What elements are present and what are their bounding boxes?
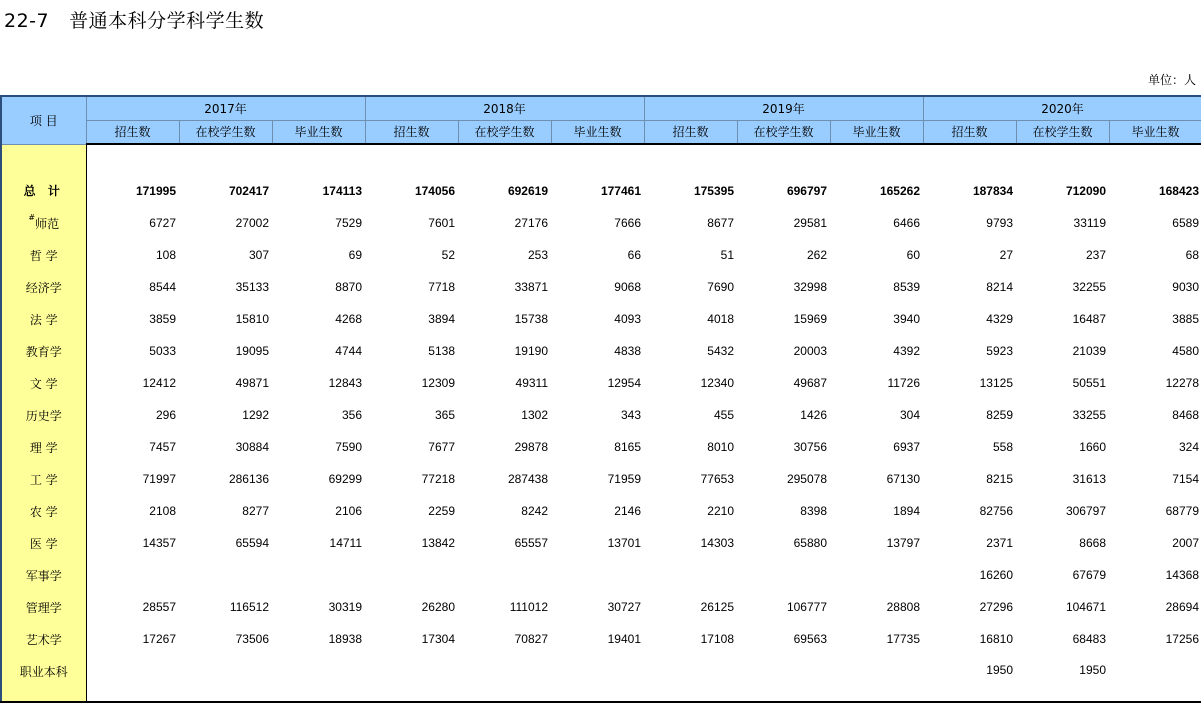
row-label [1,623,86,655]
row-label-text: 总 计 [23,184,64,198]
value-cell: 12278 [1165,376,1199,390]
value-cell: 5432 [707,344,734,358]
value-cell: 12340 [700,376,734,390]
value-cell: 306797 [1065,504,1106,518]
value-cell [272,655,365,702]
unit-label: 单位：人 [1147,73,1196,87]
value-cell: 108 [155,248,176,262]
table-row [1,239,1201,271]
value-cell: 696797 [786,183,827,198]
value-cell: 13797 [886,536,920,550]
value-cell [737,655,830,702]
value-cell [86,559,179,591]
value-cell: 32998 [793,280,827,294]
value-cell: 116512 [229,600,269,614]
value-cell: 2007 [1172,536,1199,550]
value-cell: 9068 [614,280,641,294]
value-cell: 253 [527,248,548,262]
value-cell: 11726 [887,376,920,390]
value-cell: 8259 [986,408,1013,422]
value-cell: 33119 [1073,216,1106,230]
table-code: 22-7 [4,10,50,32]
row-label-text: 文 学 [29,376,58,391]
value-cell: 5138 [428,344,455,358]
value-cell [365,559,458,591]
value-cell: 17304 [421,632,455,646]
value-cell: 16260 [979,568,1013,582]
value-cell: 9793 [986,216,1013,230]
value-cell: 177461 [600,183,641,198]
value-cell: 19401 [607,632,641,646]
value-cell: 7601 [428,216,455,230]
table-row [1,463,1201,495]
table-row [1,399,1201,431]
value-cell: 32255 [1072,280,1106,294]
value-cell: 2210 [707,504,734,518]
value-cell: 16810 [979,632,1013,646]
subheader-cell: 在校学生数 [179,120,272,144]
value-cell: 5033 [149,344,176,358]
value-cell: 4093 [614,312,641,326]
value-cell [551,559,644,591]
value-cell: 17735 [886,632,920,646]
value-cell: 165262 [879,183,920,198]
row-label-text: 农 学 [29,504,58,519]
table-row [1,303,1201,335]
value-cell: 2259 [428,504,455,518]
value-cell: 19190 [514,344,548,358]
value-cell: 15810 [235,312,269,326]
value-cell: 7154 [1172,472,1199,486]
value-cell [1109,655,1201,702]
value-cell: 8277 [242,504,269,518]
value-cell: 49687 [793,376,827,390]
row-label [1,399,86,431]
row-label [1,655,86,702]
row-label [1,431,86,463]
value-cell: 187834 [972,183,1013,198]
row-label-text: 历史学 [25,408,62,423]
row-label-text: 师范 [35,216,60,231]
value-cell: 287438 [507,472,548,486]
value-cell: 4268 [335,312,362,326]
value-cell: 30756 [793,440,827,454]
value-cell: 1426 [800,408,827,422]
value-cell: 7457 [149,440,176,454]
table-row [1,367,1201,399]
value-cell: 8668 [1079,536,1106,550]
value-cell: 14368 [1165,568,1199,582]
value-cell: 14303 [700,536,734,550]
value-cell: 8242 [521,504,548,518]
value-cell [551,655,644,702]
spacer-cell [86,144,1201,174]
value-cell: 65594 [235,536,269,550]
value-cell: 68779 [1165,504,1199,518]
value-cell: 29581 [793,216,827,230]
subheader-cell: 招生数 [644,120,737,144]
row-label-text: 教育学 [25,344,62,359]
table-row [1,527,1201,559]
row-label [1,144,86,174]
value-cell: 12412 [142,376,176,390]
table-title: 普通本科分学科学生数 [69,10,265,32]
subheader-cell: 在校学生数 [1016,120,1109,144]
value-cell: 8870 [335,280,362,294]
subheader-cell: 在校学生数 [458,120,551,144]
value-cell: 8544 [149,280,176,294]
row-label-text: 工 学 [29,472,58,487]
data-table [0,95,1201,703]
value-cell: 60 [906,248,920,262]
value-cell: 69299 [328,472,362,486]
value-cell: 18938 [328,632,362,646]
row-label-text: 管理学 [25,600,62,615]
row-label [1,207,86,239]
value-cell: 15738 [514,312,548,326]
year-header: 2017年 [86,96,365,120]
value-cell: 17108 [700,632,734,646]
value-cell [86,655,179,702]
table-row [1,655,1201,702]
value-cell: 174113 [322,183,362,198]
value-cell: 106777 [786,600,827,614]
value-cell: 2146 [614,504,641,518]
value-cell: 21039 [1072,344,1106,358]
value-cell [830,655,923,702]
value-cell: 69563 [793,632,827,646]
value-cell: 16487 [1072,312,1106,326]
value-cell: 168423 [1158,183,1199,198]
value-cell: 30884 [235,440,269,454]
subheader-cell: 招生数 [923,120,1016,144]
value-cell: 31613 [1072,472,1106,486]
value-cell: 6937 [893,440,920,454]
value-cell: 262 [806,248,827,262]
row-label [1,495,86,527]
value-cell: 307 [248,248,269,262]
value-cell: 558 [992,440,1013,454]
footnote-mark: # [28,212,36,222]
value-cell [458,559,551,591]
value-cell: 65880 [793,536,827,550]
value-cell: 27002 [235,216,269,230]
value-cell: 77218 [421,472,455,486]
value-cell: 8215 [986,472,1013,486]
value-cell: 27296 [979,600,1013,614]
value-cell: 2106 [335,504,362,518]
page-title [4,6,264,33]
value-cell: 28694 [1165,600,1199,614]
value-cell: 6466 [893,216,920,230]
value-cell: 26125 [700,600,734,614]
row-label [1,271,86,303]
value-cell: 1950 [923,655,1016,702]
value-cell: 12954 [607,376,641,390]
row-label-text: 哲 学 [29,248,58,263]
value-cell: 68483 [1072,632,1106,646]
value-cell: 15969 [793,312,827,326]
value-cell: 67679 [1072,568,1106,582]
table-row [1,623,1201,655]
value-cell: 7529 [335,216,362,230]
value-cell: 2371 [986,536,1013,550]
value-cell: 7677 [428,440,455,454]
value-cell: 286136 [228,472,269,486]
value-cell: 8539 [893,280,920,294]
value-cell: 30727 [607,600,641,614]
value-cell: 4744 [335,344,362,358]
subheader-row [1,120,1201,144]
value-cell [737,559,830,591]
row-label-text: 法 学 [29,312,58,327]
value-cell: 1894 [893,504,920,518]
value-cell: 7590 [335,440,362,454]
value-cell: 111012 [509,600,548,614]
value-cell [458,655,551,702]
value-cell [830,559,923,591]
value-cell: 30319 [328,600,362,614]
value-cell: 1292 [242,408,269,422]
subheader-cell: 毕业生数 [272,120,365,144]
value-cell: 77653 [700,472,734,486]
year-header: 2018年 [365,96,644,120]
value-cell: 13125 [979,376,1013,390]
value-cell: 65557 [514,536,548,550]
value-cell [179,559,272,591]
row-label [1,303,86,335]
value-cell: 14711 [329,536,362,550]
value-cell: 13842 [421,536,455,550]
value-cell: 29878 [514,440,548,454]
row-label-text: 经济学 [25,280,62,295]
year-header-row [1,96,1201,120]
value-cell: 356 [341,408,362,422]
value-cell: 3885 [1172,312,1199,326]
spacer-row [1,144,1201,174]
table-row [1,271,1201,303]
value-cell: 49311 [515,376,548,390]
row-label [1,527,86,559]
value-cell: 8010 [707,440,734,454]
table-row [1,431,1201,463]
row-label-text: 医 学 [29,536,58,551]
value-cell [179,655,272,702]
value-cell: 295078 [786,472,827,486]
value-cell: 712090 [1065,183,1106,198]
row-label [1,463,86,495]
value-cell: 4329 [986,312,1013,326]
value-cell: 8468 [1172,408,1199,422]
row-label-text: 军事学 [25,568,62,583]
value-cell: 4580 [1172,344,1199,358]
value-cell: 171995 [135,183,176,198]
value-cell: 27176 [514,216,548,230]
value-cell: 26280 [421,600,455,614]
value-cell: 304 [899,408,920,422]
value-cell: 365 [434,408,455,422]
table-row [1,591,1201,623]
value-cell: 28808 [886,600,920,614]
value-cell: 17256 [1165,632,1199,646]
value-cell: 104671 [1065,600,1106,614]
value-cell: 8214 [986,280,1013,294]
value-cell [644,655,737,702]
year-header: 2019年 [644,96,923,120]
value-cell: 28557 [142,600,176,614]
value-cell: 82756 [979,504,1013,518]
value-cell: 12309 [421,376,455,390]
value-cell: 9030 [1172,280,1199,294]
table-body [1,144,1201,702]
table-row [1,335,1201,367]
row-label [1,239,86,271]
value-cell: 343 [620,408,641,422]
value-cell: 5923 [986,344,1013,358]
value-cell: 17267 [142,632,176,646]
subheader-cell: 毕业生数 [1109,120,1201,144]
value-cell: 70827 [514,632,548,646]
value-cell: 175395 [693,183,734,198]
row-label-text: 职业本科 [19,665,68,679]
value-cell: 49871 [235,376,269,390]
value-cell: 692619 [507,183,548,198]
value-cell: 3940 [893,312,920,326]
year-header: 2020年 [923,96,1201,120]
value-cell: 19095 [235,344,269,358]
value-cell: 33255 [1072,408,1106,422]
value-cell: 7718 [428,280,455,294]
value-cell: 14357 [142,536,176,550]
value-cell: 71959 [607,472,641,486]
value-cell: 3894 [428,312,455,326]
value-cell: 237 [1085,248,1106,262]
value-cell: 8398 [800,504,827,518]
value-cell: 1302 [521,408,548,422]
value-cell: 7690 [707,280,734,294]
value-cell: 35133 [235,280,269,294]
value-cell: 33871 [514,280,548,294]
row-label [1,367,86,399]
table-row [1,495,1201,527]
subheader-cell: 招生数 [365,120,458,144]
value-cell: 6589 [1172,216,1199,230]
value-cell: 66 [627,248,641,262]
row-label [1,591,86,623]
value-cell: 52 [441,248,455,262]
value-cell: 3859 [149,312,176,326]
value-cell [644,559,737,591]
row-label [1,559,86,591]
value-cell: 6727 [149,216,176,230]
value-cell: 702417 [228,183,269,198]
value-cell: 27 [999,248,1013,262]
value-cell: 2108 [149,504,176,518]
value-cell [365,655,458,702]
value-cell: 73506 [235,632,269,646]
value-cell: 1660 [1079,440,1106,454]
value-cell: 51 [720,248,734,262]
value-cell: 1950 [1016,655,1109,702]
value-cell: 50551 [1072,376,1106,390]
value-cell: 68 [1185,248,1199,262]
item-column-header: 项 目 [1,96,86,144]
subheader-cell: 毕业生数 [830,120,923,144]
row-label [1,335,86,367]
total-row [1,174,1201,207]
subheader-cell: 在校学生数 [737,120,830,144]
value-cell: 8677 [707,216,734,230]
value-cell: 20003 [793,344,827,358]
table-header [1,96,1201,144]
value-cell: 7666 [614,216,641,230]
value-cell: 67130 [886,472,920,486]
value-cell: 13701 [607,536,641,550]
value-cell: 12843 [328,376,362,390]
row-label-text: 艺术学 [25,632,62,647]
value-cell: 69 [348,248,362,262]
subheader-cell: 招生数 [86,120,179,144]
subheader-cell: 毕业生数 [551,120,644,144]
row-label [1,174,86,207]
value-cell: 71997 [142,472,176,486]
row-label-text: 理 学 [29,440,58,455]
table-row [1,207,1201,239]
value-cell: 174056 [414,183,455,198]
value-cell: 8165 [614,440,641,454]
value-cell: 4018 [707,312,734,326]
value-cell: 4392 [893,344,920,358]
value-cell: 455 [713,408,734,422]
value-cell [272,559,365,591]
value-cell: 324 [1178,440,1199,454]
value-cell: 4838 [614,344,641,358]
value-cell: 296 [155,408,176,422]
table-row [1,559,1201,591]
